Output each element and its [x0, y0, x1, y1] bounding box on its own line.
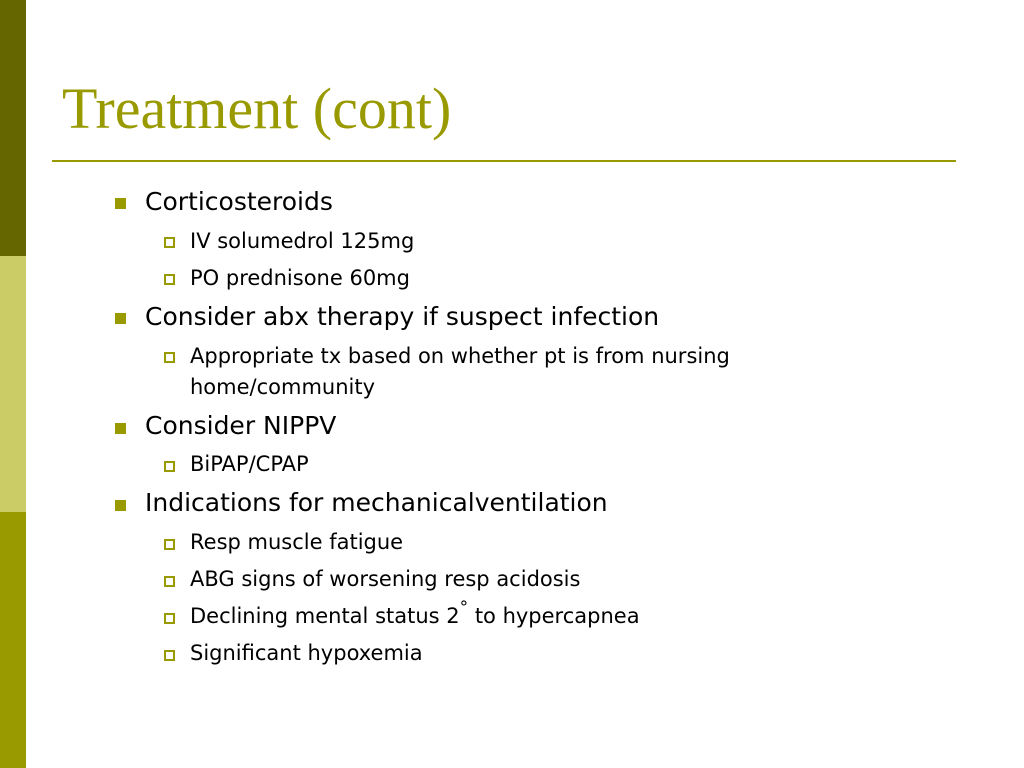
- hollow-square-bullet-icon: [164, 613, 175, 624]
- bullet-item: Consider NIPPV: [145, 411, 337, 440]
- sub-bullet-item: BiPAP/CPAP: [190, 452, 309, 476]
- square-bullet-icon: [115, 423, 126, 434]
- sub-bullet-item: IV solumedrol 125mg: [190, 229, 415, 253]
- bullet-item: Indications for mechanicalventilation: [145, 488, 608, 517]
- hollow-square-bullet-icon: [164, 237, 175, 248]
- bullet-item: Corticosteroids: [145, 187, 333, 216]
- degree-superscript: °: [459, 598, 469, 618]
- hollow-square-bullet-icon: [164, 461, 175, 472]
- sub-bullet-item: [190, 598, 890, 634]
- hollow-square-bullet-icon: [164, 576, 175, 587]
- square-bullet-icon: [115, 313, 126, 324]
- sub-bullet-text-before: Declining mental status 2: [190, 604, 460, 628]
- bullet-item: Consider abx therapy if suspect infection: [145, 302, 660, 331]
- sub-bullet-item: Appropriate tx based on whether pt is from nursing home/community: [190, 344, 730, 399]
- slide-title: Treatment (cont): [62, 76, 452, 141]
- sub-bullet-item: Resp muscle fatigue: [190, 530, 404, 554]
- sub-bullet-item: PO prednisone 60mg: [190, 266, 410, 290]
- sub-bullet-item: ABG signs of worsening resp acidosis: [190, 567, 581, 591]
- hollow-square-bullet-icon: [164, 539, 175, 550]
- hollow-square-bullet-icon: [164, 352, 175, 363]
- hollow-square-bullet-icon: [164, 650, 175, 661]
- sub-bullet-text-after: to hypercapnea: [468, 604, 640, 628]
- sub-bullet-item: Significant hypoxemia: [190, 641, 423, 665]
- square-bullet-icon: [115, 500, 126, 511]
- hollow-square-bullet-icon: [164, 274, 175, 285]
- square-bullet-icon: [115, 198, 126, 209]
